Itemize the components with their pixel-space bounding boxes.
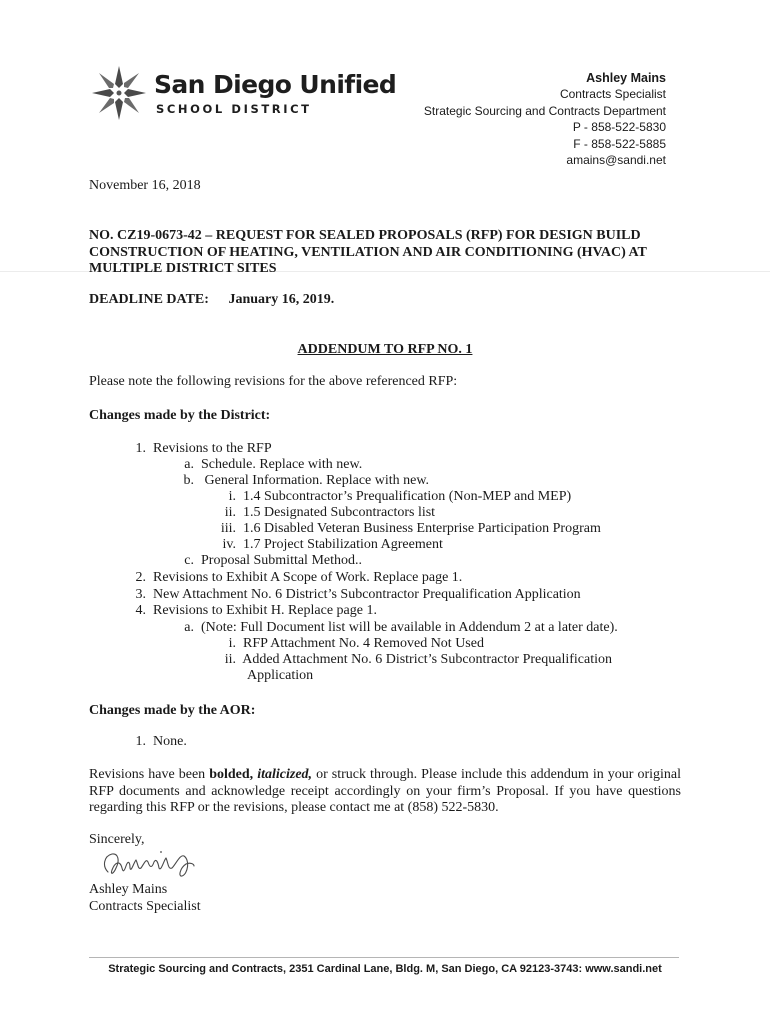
list-item xyxy=(170,473,429,489)
list-text: None. xyxy=(153,734,187,749)
list-marker: a. xyxy=(184,457,194,472)
addendum-title: ADDENDUM TO RFP NO. 1 xyxy=(297,342,473,357)
list-text: Schedule. Replace with new. xyxy=(201,457,363,472)
district-logo xyxy=(88,62,397,132)
footer-address: Strategic Sourcing and Contracts, 2351 Cardinal Lane, Bldg. M, San Diego, CA 92123-3743: www.sandi.net xyxy=(108,963,662,975)
list-text: Revisions to Exhibit A Scope of Work. Replace page 1. xyxy=(153,570,463,585)
list-text: Proposal Submittal Method.. xyxy=(201,553,362,568)
letter-date: November 16, 2018 xyxy=(89,178,201,193)
list-text: Revisions to the RFP xyxy=(153,441,272,456)
list-item xyxy=(200,537,443,553)
list-text: Added Attachment No. 6 District’s Subcontractor Prequalification xyxy=(242,652,612,667)
list-item xyxy=(128,603,377,619)
list-item xyxy=(170,620,618,636)
contact-block xyxy=(424,70,666,168)
list-marker: ii. xyxy=(224,505,236,520)
list-marker: b. xyxy=(183,473,194,488)
deadline-label: DEADLINE DATE: xyxy=(89,292,209,307)
contact-department: Strategic Sourcing and Contracts Department xyxy=(423,103,666,118)
list-item xyxy=(128,570,462,586)
deadline xyxy=(89,292,334,308)
star-sun-icon xyxy=(88,62,150,124)
list-item xyxy=(200,489,571,505)
list-text: 1.6 Disabled Veteran Business Enterprise Participation Program xyxy=(243,521,601,536)
revisions-text-italic: italicized, xyxy=(257,767,313,782)
list-item xyxy=(128,734,187,750)
contact-name: Ashley Mains xyxy=(586,71,666,85)
rfp-title: NO. CZ19-0673-42 – REQUEST FOR SEALED PROPOSALS (RFP) FOR DESIGN BUILD CONSTRUCTION OF HEATING, VENTILATION AND AIR CONDITIONING (HVAC) AT MULTIPLE DISTRICT SITES xyxy=(89,228,647,276)
list-marker: 2. xyxy=(135,570,146,585)
district-changes-heading: Changes made by the District: xyxy=(89,408,271,423)
list-text: General Information. Replace with new. xyxy=(204,473,430,488)
list-marker: 1. xyxy=(135,734,146,749)
signer-role: Contracts Specialist xyxy=(89,899,201,914)
revisions-text-post: or struck through. Please include this addendum in your original RFP documents and acknowledge receipt accordingly on your firm’s Proposal. If you have questions regarding this RFP or the revisions, please contact me at (858) 522-5830. xyxy=(89,767,682,815)
list-item xyxy=(170,553,362,569)
list-marker: 1. xyxy=(135,441,146,456)
logo-title: San Diego Unified xyxy=(154,70,397,99)
list-marker: 3. xyxy=(135,587,146,602)
contact-fax: F - 858-522-5885 xyxy=(573,136,666,151)
aor-changes-heading: Changes made by the AOR: xyxy=(89,703,256,718)
list-text: 1.5 Designated Subcontractors list xyxy=(243,505,436,520)
list-item xyxy=(128,441,272,457)
list-item xyxy=(200,636,484,652)
list-item xyxy=(200,521,601,537)
contact-email[interactable]: amains@sandi.net xyxy=(566,153,666,168)
list-marker: i. xyxy=(228,636,236,651)
revisions-text-bold: bolded, xyxy=(209,767,254,782)
list-item xyxy=(200,505,435,521)
logo-subtitle: SCHOOL DISTRICT xyxy=(156,102,312,116)
intro-text: Please note the following revisions for the above referenced RFP: xyxy=(89,374,458,389)
list-marker: i. xyxy=(228,489,236,504)
list-marker: iv. xyxy=(222,537,236,552)
list-marker: a. xyxy=(184,620,194,635)
handwritten-signature xyxy=(98,846,228,882)
signer-name: Ashley Mains xyxy=(89,882,168,897)
list-text: 1.4 Subcontractor’s Prequalification (Non-MEP and MEP) xyxy=(243,489,572,504)
list-text: RFP Attachment No. 4 Removed Not Used xyxy=(243,636,484,651)
revisions-text-pre: Revisions have been xyxy=(89,767,210,782)
signer-block xyxy=(89,881,201,915)
list-text: Application xyxy=(247,668,314,683)
list-item xyxy=(200,652,612,668)
list-text: Revisions to Exhibit H. Replace page 1. xyxy=(153,603,377,618)
footer-divider xyxy=(89,957,679,958)
revisions-paragraph xyxy=(89,767,681,817)
list-text: New Attachment No. 6 District’s Subcontractor Prequalification Application xyxy=(153,587,581,602)
list-marker: 4. xyxy=(135,603,146,618)
list-text: 1.7 Project Stabilization Agreement xyxy=(243,537,443,552)
list-marker: c. xyxy=(184,553,194,568)
deadline-value: January 16, 2019. xyxy=(228,292,335,307)
list-text: (Note: Full Document list will be available in Addendum 2 at a later date). xyxy=(201,620,618,635)
list-item xyxy=(170,457,362,473)
contact-phone: P - 858-522-5830 xyxy=(572,120,666,135)
contact-role: Contracts Specialist xyxy=(559,87,666,102)
salutation: Sincerely, xyxy=(89,832,145,847)
list-marker: ii. xyxy=(224,652,236,667)
list-marker: iii. xyxy=(220,521,236,536)
list-item xyxy=(247,668,313,684)
list-item xyxy=(128,587,581,603)
